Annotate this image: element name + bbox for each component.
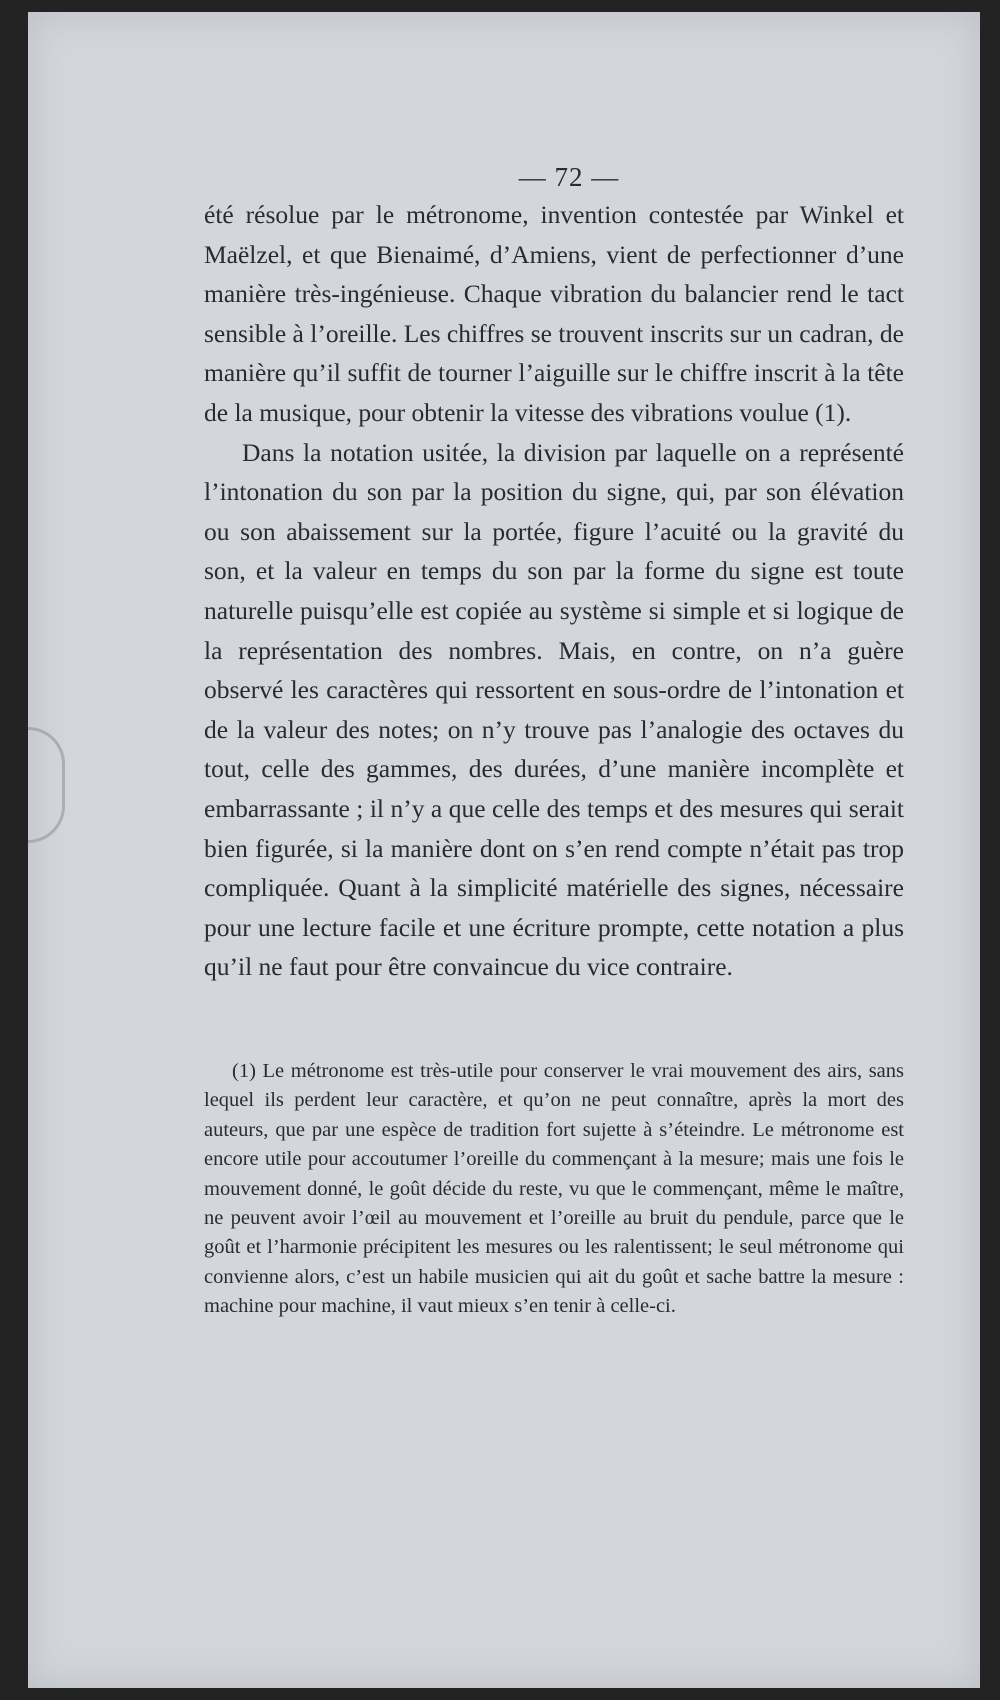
paper-clip-mark (28, 727, 65, 843)
footnotes (204, 1057, 904, 1322)
body-text (204, 195, 904, 987)
paragraph-2: Dans la notation usitée, la division par laquelle on a représenté l’intonation du son par la position du signe, qui, par son élévation ou son abaissement sur la portée, figure l’acuité ou la gravité du son, et la valeur en temps du son par la forme du signe est toute naturelle puisqu’elle est copiée au système si simple et si logique de la représentation des nombres. Mais, en contre, on n’a guère observé les caractères qui ressortent en sous-ordre de l’intonation et de la valeur des notes; on n’y trouve pas l’analogie des octaves du tout, celle des gammes, des durées, d’une manière incomplète et embarrassante ; il n’y a que celle des temps et des mesures qui serait bien figurée, si la manière dont on s’en rend compte n’était pas trop compliquée. Quant à la simplicité matérielle des signes, nécessaire pour une lecture facile et une écriture prompte, cette notation a plus qu’il ne faut pour être convaincue du vice contraire. (204, 437, 904, 982)
footnote-1: (1) Le métronome est très-utile pour conserver le vrai mouvement des airs, sans lequel ils perdent leur caractère, et qu’on ne peut connaître, après la mort des auteurs, que par une espèce de tradition fort sujette à s’éteindre. Le métronome est encore utile pour accoutumer l’oreille du commençant à la mesure; mais une fois le mouvement donné, le goût décide du reste, vu que le commençant, même le maître, ne peuvent avoir l’œil au mouvement et l’oreille au bruit du pendule, parce que le goût et l’harmonie précipitent les mesures ou les ralentissent; le seul métronome qui convienne alors, c’est un habile musicien qui ait du goût et sache battre la mesure : machine pour machine, il vaut mieux s’en tenir à celle-ci. (204, 1059, 904, 1318)
book-page (28, 12, 980, 1688)
page-text-block (204, 162, 904, 1322)
page-number: — 72 — (518, 162, 620, 192)
paragraph-1: été résolue par le métronome, invention contestée par Winkel et Maëlzel, et que Bienaimé, d’Amiens, vient de perfectionner d’une manière très-ingénieuse. Chaque vibration du balancier rend le tact sensible à l’oreille. Les chiffres se trouvent inscrits sur un cadran, de manière qu’il suffit de tourner l’aiguille sur le chiffre inscrit à la tête de la musique, pour obtenir la vitesse des vibrations voulue (1). (204, 200, 904, 427)
